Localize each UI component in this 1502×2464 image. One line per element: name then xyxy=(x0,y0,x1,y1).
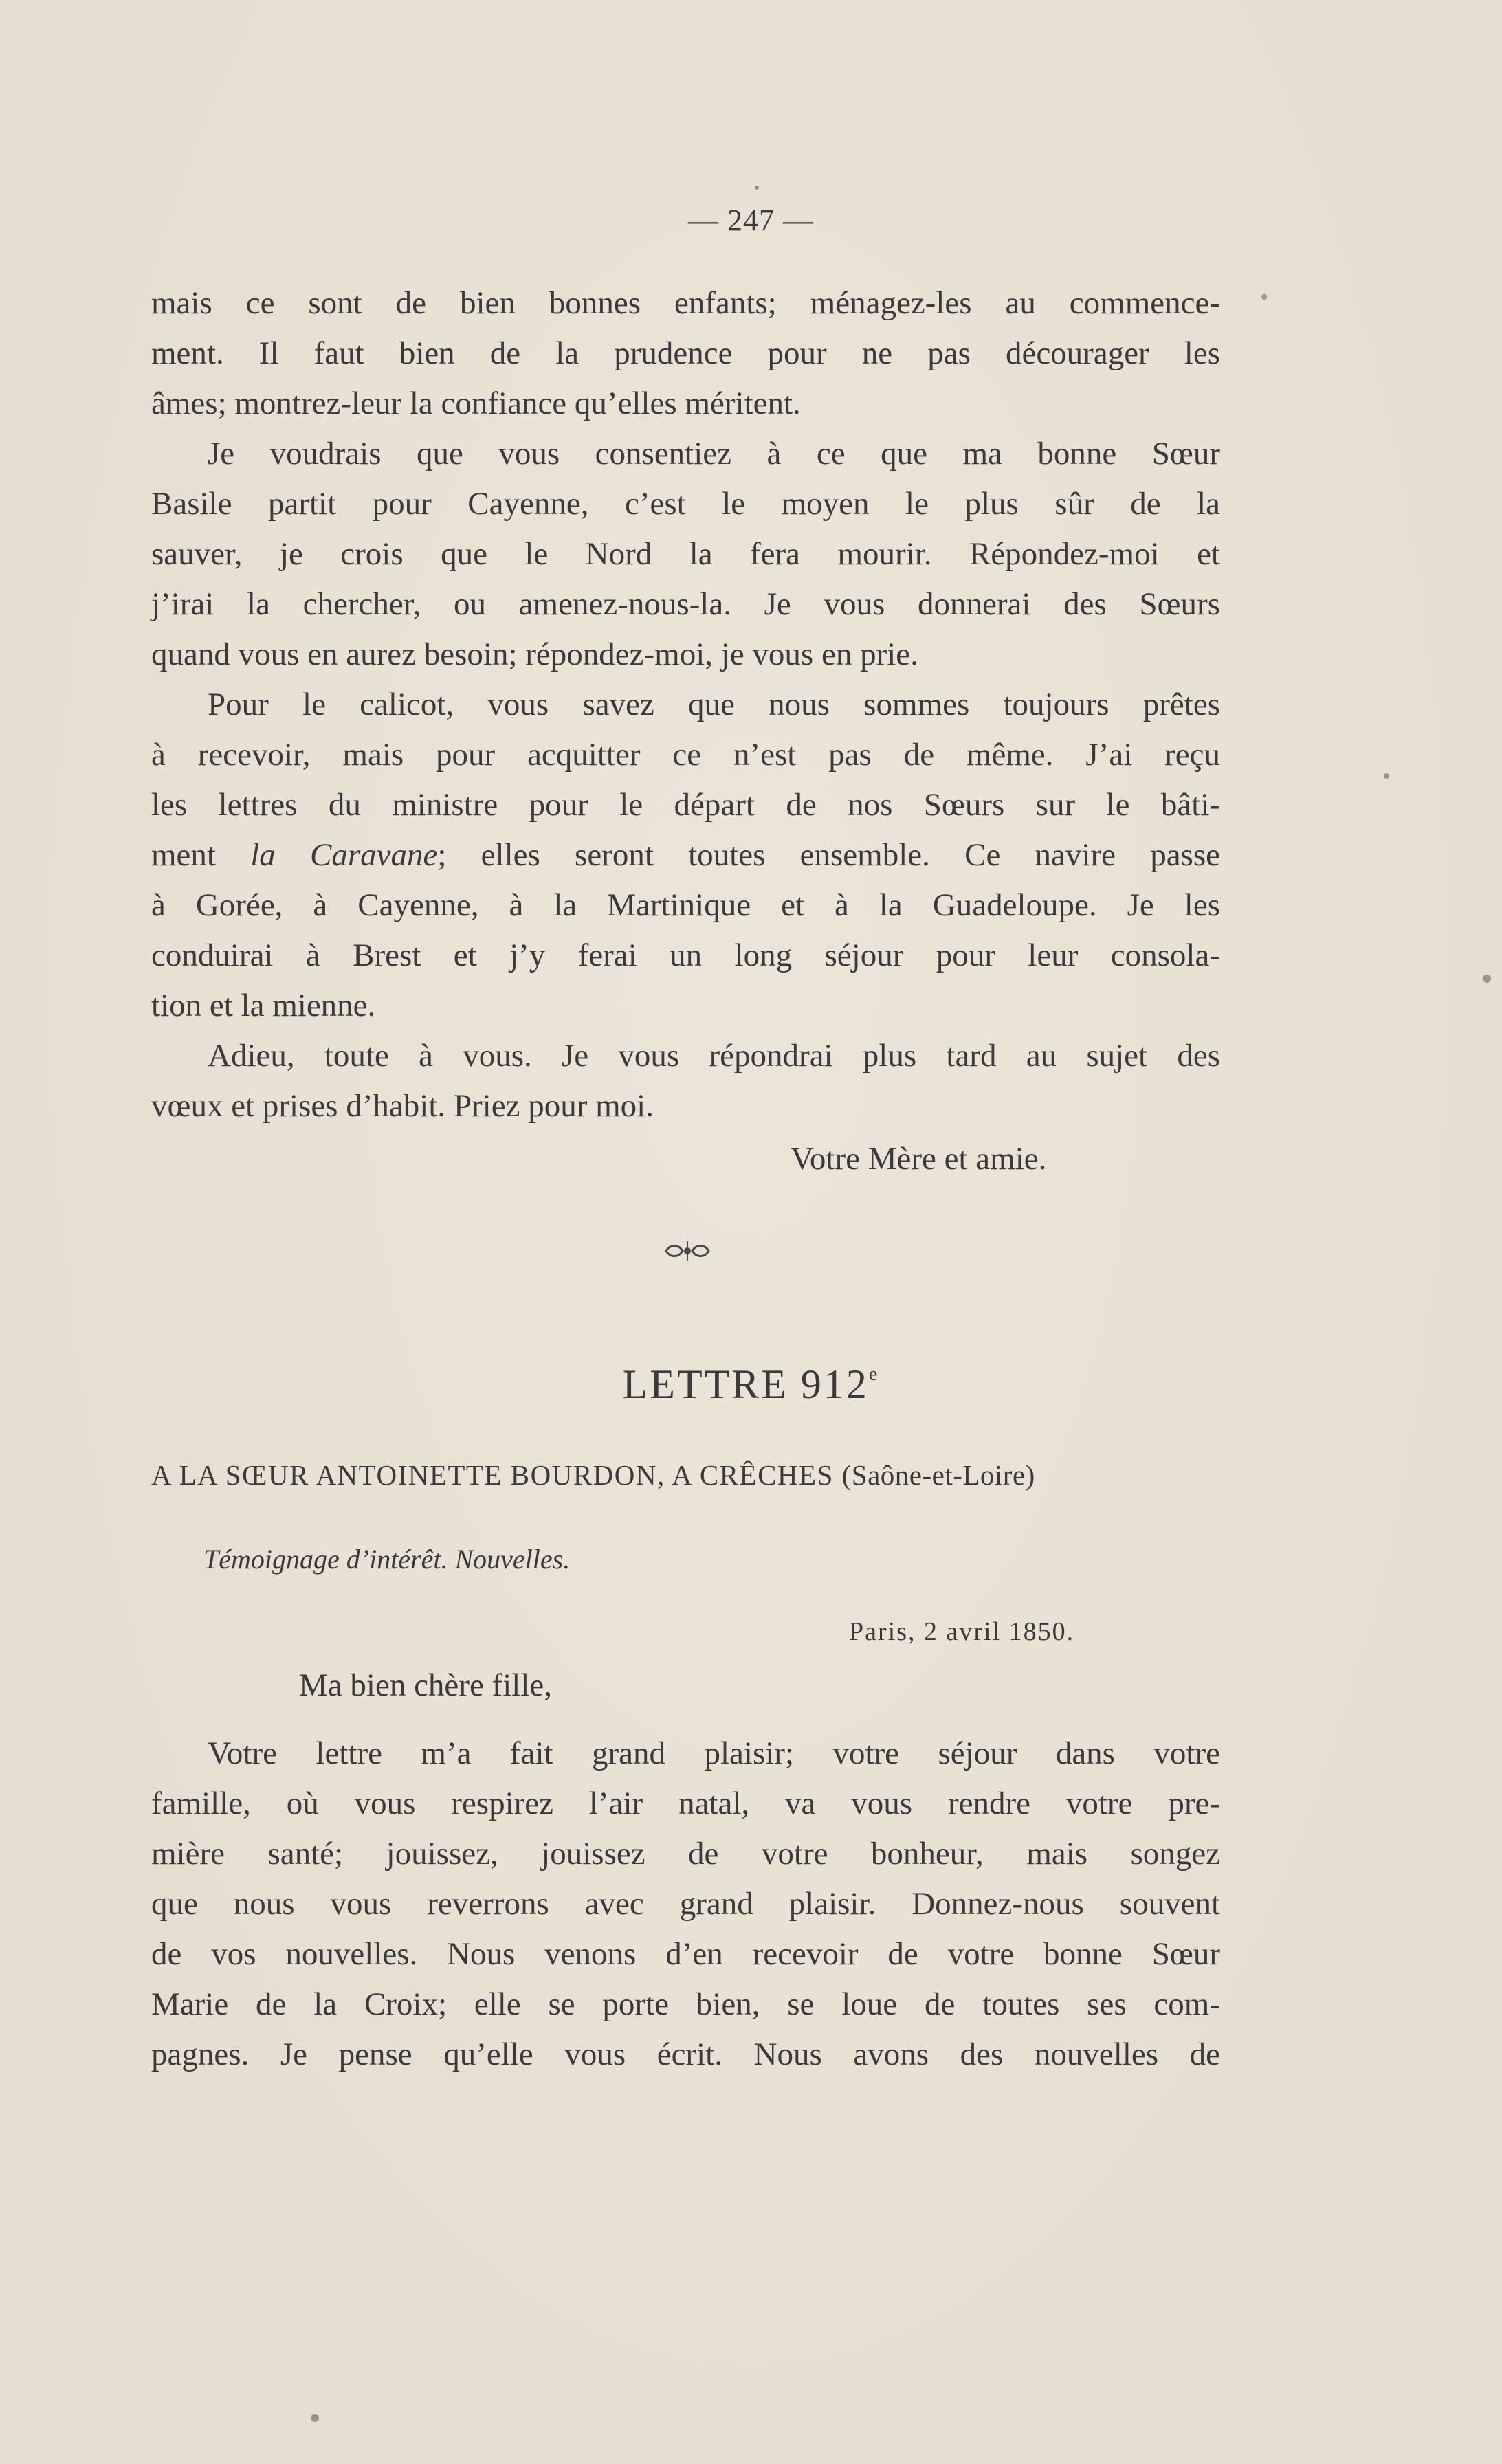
text-line: Basile partit pour Cayenne, c’est le moyen le plus sûr de la xyxy=(151,486,1220,522)
text-line: ment. Il faut bien de la prudence pour ne pas décourager les xyxy=(151,335,1220,371)
letter-title-suffix: e xyxy=(868,1364,880,1385)
paragraph xyxy=(151,278,1220,429)
paper-speck xyxy=(1261,294,1267,300)
text-line: que nous vous reverrons avec grand plaisir. Donnez-nous souvent xyxy=(151,1886,1220,1922)
page-number: — 247 — xyxy=(688,203,814,237)
text-line: Votre lettre m’a fait grand plaisir; votre séjour dans votre xyxy=(208,1735,1220,1771)
letter-summary: Témoignage d’intérêt. Nouvelles. xyxy=(203,1544,571,1575)
text-line: à recevoir, mais pour acquitter ce n’est pas de même. J’ai reçu xyxy=(151,737,1220,773)
paragraph xyxy=(151,1729,1220,2080)
text-line: Je voudrais que vous consentiez à ce que ma bonne Sœur xyxy=(208,436,1220,471)
letter-title xyxy=(0,1361,1502,1408)
text-line: à Gorée, à Cayenne, à la Martinique et à la Guadeloupe. Je les xyxy=(151,887,1220,923)
text-line: âmes; montrez-leur la confiance qu’elles méritent. xyxy=(151,386,801,421)
text-line: conduirai à Brest et j’y ferai un long séjour pour leur consola- xyxy=(151,937,1220,973)
text-line: mière santé; jouissez, jouissez de votre bonheur, mais songez xyxy=(151,1836,1220,1872)
text-line: Pour le calicot, vous savez que nous sommes toujours prêtes xyxy=(208,687,1220,722)
paper-speck xyxy=(1384,773,1389,779)
text-line: ment la Caravane; elles seront toutes ensemble. Ce navire passe xyxy=(151,837,1221,873)
text-line: quand vous en aurez besoin; répondez-moi, je vous en prie. xyxy=(151,636,918,672)
salutation: Ma bien chère fille, xyxy=(299,1667,552,1703)
paper-speck xyxy=(311,2414,319,2422)
paragraph xyxy=(151,680,1220,1031)
signoff: Votre Mère et amie. xyxy=(791,1141,1047,1177)
text-line: Marie de la Croix; elle se porte bien, se loue de toutes ses com- xyxy=(151,1986,1220,2022)
text-line: vœux et prises d’habit. Priez pour moi. xyxy=(151,1088,654,1124)
letter-title-text: LETTRE 912 xyxy=(622,1362,869,1407)
text-line: j’irai la chercher, ou amenez-nous-la. Je vous donnerai des Sœurs xyxy=(151,586,1220,622)
text-line: tion et la mienne. xyxy=(151,988,376,1023)
text-line: mais ce sont de bien bonnes enfants; ménagez-les au commence- xyxy=(151,285,1220,321)
recipient-line xyxy=(151,1458,1035,1491)
text-line: de vos nouvelles. Nous venons d’en recevoir de votre bonne Sœur xyxy=(151,1936,1220,1972)
text-line: Adieu, toute à vous. Je vous répondrai plus tard au sujet des xyxy=(208,1038,1220,1074)
recipient-text: A LA SŒUR ANTOINETTE BOURDON, A CRÊCHES xyxy=(151,1459,834,1491)
paragraph xyxy=(151,429,1220,680)
dateline: Paris, 2 avril 1850. xyxy=(849,1617,1075,1646)
text-line: sauver, je crois que le Nord la fera mourir. Répondez-moi et xyxy=(151,536,1220,572)
recipient-region: (Saône-et-Loire) xyxy=(841,1459,1035,1491)
letter-body-bottom xyxy=(151,1729,1220,2080)
paragraph xyxy=(151,1031,1220,1131)
paper-speck xyxy=(755,186,759,190)
paper-speck xyxy=(1483,975,1491,983)
fleuron-ornament-icon xyxy=(663,1237,711,1265)
text-line: les lettres du ministre pour le départ de nos Sœurs sur le bâti- xyxy=(151,787,1220,823)
letter-body-top xyxy=(151,278,1220,1131)
text-line: pagnes. Je pense qu’elle vous écrit. Nous avons des nouvelles de xyxy=(151,2036,1220,2072)
text-line: famille, où vous respirez l’air natal, va vous rendre votre pre- xyxy=(151,1786,1220,1821)
ship-name: la Caravane xyxy=(250,837,438,873)
